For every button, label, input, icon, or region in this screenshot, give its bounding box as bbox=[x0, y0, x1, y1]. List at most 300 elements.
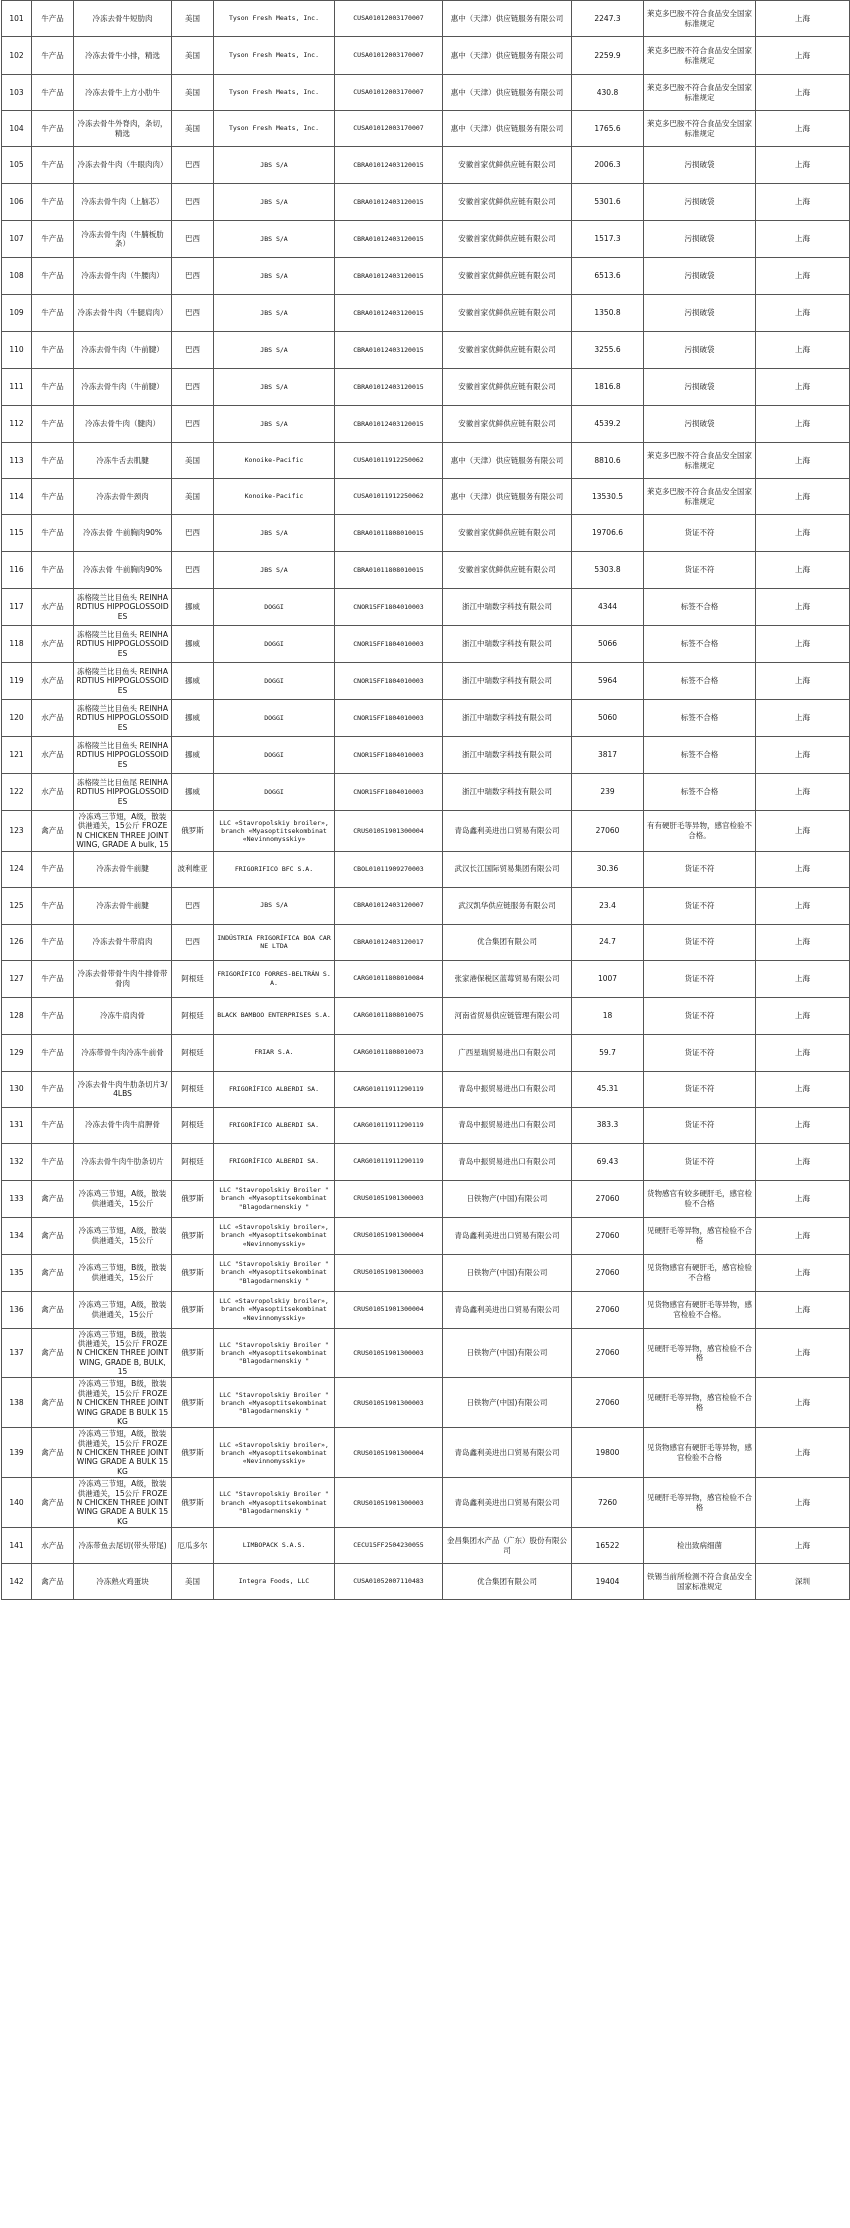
cell-port: 上海 bbox=[756, 37, 850, 75]
cell-row-index: 140 bbox=[2, 1478, 32, 1528]
cell-reason: 见硬肝毛等异物，感官检验不合格 bbox=[644, 1217, 756, 1254]
cell-origin: 美国 bbox=[172, 1, 214, 37]
cell-category: 水产品 bbox=[32, 737, 74, 774]
cell-row-index: 104 bbox=[2, 111, 32, 147]
cell-port: 上海 bbox=[756, 774, 850, 811]
cell-category: 牛产品 bbox=[32, 37, 74, 75]
cell-category: 水产品 bbox=[32, 626, 74, 663]
cell-manufacturer: Tyson Fresh Meats, Inc. bbox=[214, 111, 335, 147]
cell-row-index: 113 bbox=[2, 443, 32, 479]
cell-importer: 安徽首家优鲜供应链有限公司 bbox=[443, 221, 572, 258]
table-row bbox=[2, 37, 850, 75]
cell-manufacturer: FRIAR S.A. bbox=[214, 1034, 335, 1071]
cell-reason: 货证不符 bbox=[644, 851, 756, 887]
cell-manufacturer: JBS S/A bbox=[214, 258, 335, 295]
cell-row-index: 138 bbox=[2, 1378, 32, 1428]
cell-weight: 27060 bbox=[572, 811, 644, 852]
cell-origin: 巴西 bbox=[172, 221, 214, 258]
cell-row-index: 103 bbox=[2, 75, 32, 111]
cell-origin: 厄瓜多尔 bbox=[172, 1528, 214, 1564]
cell-product-name: 冷冻去骨牛肉（牛腩板肋条） bbox=[74, 221, 172, 258]
cell-registration-number: CRUS01051901300004 bbox=[335, 1291, 443, 1328]
cell-weight: 27060 bbox=[572, 1328, 644, 1378]
cell-manufacturer: JBS S/A bbox=[214, 184, 335, 221]
cell-importer: 日铁物产(中国)有限公司 bbox=[443, 1378, 572, 1428]
cell-reason: 莱克多巴胺不符合食品安全国家标准规定 bbox=[644, 479, 756, 515]
cell-weight: 5964 bbox=[572, 663, 644, 700]
cell-reason: 铁锡当前所检测不符合食品安全国家标准规定 bbox=[644, 1564, 756, 1600]
cell-weight: 19404 bbox=[572, 1564, 644, 1600]
cell-origin: 美国 bbox=[172, 111, 214, 147]
cell-importer: 优合集团有限公司 bbox=[443, 924, 572, 960]
cell-product-name: 冷冻去骨牛肉（牛前腱） bbox=[74, 369, 172, 406]
cell-weight: 27060 bbox=[572, 1378, 644, 1428]
table-row bbox=[2, 589, 850, 626]
cell-manufacturer: FRIGORIFICO BFC S.A. bbox=[214, 851, 335, 887]
cell-port: 上海 bbox=[756, 626, 850, 663]
cell-row-index: 126 bbox=[2, 924, 32, 960]
cell-port: 上海 bbox=[756, 589, 850, 626]
cell-row-index: 122 bbox=[2, 774, 32, 811]
table-row bbox=[2, 1254, 850, 1291]
cell-row-index: 118 bbox=[2, 626, 32, 663]
cell-importer: 青岛中振贸易进出口有限公司 bbox=[443, 1071, 572, 1107]
cell-reason: 污损破袋 bbox=[644, 295, 756, 332]
cell-row-index: 135 bbox=[2, 1254, 32, 1291]
table-row bbox=[2, 1034, 850, 1071]
cell-registration-number: CRUS01051901300004 bbox=[335, 1217, 443, 1254]
cell-importer: 安徽首家优鲜供应链有限公司 bbox=[443, 369, 572, 406]
cell-port: 上海 bbox=[756, 997, 850, 1034]
cell-weight: 5303.8 bbox=[572, 552, 644, 589]
cell-port: 上海 bbox=[756, 406, 850, 443]
cell-manufacturer: FRIGORÍFICO FORRES-BELTRÁN S.A. bbox=[214, 960, 335, 997]
cell-port: 上海 bbox=[756, 515, 850, 552]
cell-product-name: 冷冻鸡三节翅，A级，散装供港通关，15公斤 FROZEN CHICKEN THREE JOINT WING GRADE A BULK 15KG bbox=[74, 1428, 172, 1478]
cell-reason: 有有硬肝毛等异物，感官检验不合格。 bbox=[644, 811, 756, 852]
cell-origin: 俄罗斯 bbox=[172, 1217, 214, 1254]
cell-category: 禽产品 bbox=[32, 1291, 74, 1328]
cell-weight: 430.8 bbox=[572, 75, 644, 111]
cell-manufacturer: Tyson Fresh Meats, Inc. bbox=[214, 37, 335, 75]
cell-product-name: 冷冻鸡三节翅，B级，散装供港通关，15公斤 bbox=[74, 1254, 172, 1291]
cell-origin: 阿根廷 bbox=[172, 1034, 214, 1071]
cell-origin: 巴西 bbox=[172, 147, 214, 184]
cell-manufacturer: LLC «Stavropolskiy broiler», branch «Myasoptitsekombinat «Nevinnomysskiy» bbox=[214, 811, 335, 852]
cell-row-index: 101 bbox=[2, 1, 32, 37]
cell-registration-number: CBRA01012403120015 bbox=[335, 406, 443, 443]
cell-category: 牛产品 bbox=[32, 960, 74, 997]
table-row bbox=[2, 111, 850, 147]
cell-weight: 18 bbox=[572, 997, 644, 1034]
table-row bbox=[2, 851, 850, 887]
table-row bbox=[2, 1378, 850, 1428]
cell-origin: 阿根廷 bbox=[172, 1071, 214, 1107]
cell-weight: 45.31 bbox=[572, 1071, 644, 1107]
cell-weight: 69.43 bbox=[572, 1143, 644, 1180]
table-row bbox=[2, 75, 850, 111]
cell-manufacturer: LIMBOPACK S.A.S. bbox=[214, 1528, 335, 1564]
cell-registration-number: CUSA01011912250062 bbox=[335, 443, 443, 479]
cell-reason: 见硬肝毛等异物，感官检验不合格 bbox=[644, 1478, 756, 1528]
cell-category: 牛产品 bbox=[32, 332, 74, 369]
cell-registration-number: CBRA01012403120015 bbox=[335, 369, 443, 406]
cell-manufacturer: DOGGI bbox=[214, 589, 335, 626]
cell-importer: 安徽首家优鲜供应链有限公司 bbox=[443, 295, 572, 332]
cell-registration-number: CRUS01051901300003 bbox=[335, 1180, 443, 1217]
cell-port: 上海 bbox=[756, 479, 850, 515]
cell-registration-number: CECU15FF2504230055 bbox=[335, 1528, 443, 1564]
cell-category: 牛产品 bbox=[32, 147, 74, 184]
cell-registration-number: CBRA01011808010015 bbox=[335, 552, 443, 589]
cell-origin: 巴西 bbox=[172, 406, 214, 443]
cell-registration-number: CUSA01012003170007 bbox=[335, 111, 443, 147]
cell-row-index: 120 bbox=[2, 700, 32, 737]
cell-port: 上海 bbox=[756, 295, 850, 332]
cell-manufacturer: JBS S/A bbox=[214, 406, 335, 443]
cell-manufacturer: LLC "Stavropolskiy Broiler " branch «Myasoptitsekombinat "Blagodarnenskiy " bbox=[214, 1328, 335, 1378]
cell-origin: 俄罗斯 bbox=[172, 1478, 214, 1528]
cell-weight: 2006.3 bbox=[572, 147, 644, 184]
cell-importer: 浙江中瑞数字科技有限公司 bbox=[443, 737, 572, 774]
cell-port: 上海 bbox=[756, 737, 850, 774]
cell-weight: 7260 bbox=[572, 1478, 644, 1528]
cell-category: 牛产品 bbox=[32, 515, 74, 552]
cell-reason: 污损破袋 bbox=[644, 184, 756, 221]
cell-importer: 惠中（天津）供应链服务有限公司 bbox=[443, 37, 572, 75]
cell-port: 上海 bbox=[756, 1217, 850, 1254]
cell-weight: 4539.2 bbox=[572, 406, 644, 443]
cell-category: 禽产品 bbox=[32, 1328, 74, 1378]
cell-registration-number: CNOR15FF1804010003 bbox=[335, 700, 443, 737]
cell-product-name: 冷冻去骨 牛前胸肉90% bbox=[74, 552, 172, 589]
cell-product-name: 冷冻去骨牛肉（牛前腱） bbox=[74, 332, 172, 369]
cell-registration-number: CRUS01051901300003 bbox=[335, 1254, 443, 1291]
cell-reason: 货证不符 bbox=[644, 1071, 756, 1107]
table-row bbox=[2, 258, 850, 295]
cell-product-name: 冻格陵兰比目鱼头 REINHARDTIUS HIPPOGLOSSOIDES bbox=[74, 737, 172, 774]
cell-category: 禽产品 bbox=[32, 811, 74, 852]
cell-row-index: 137 bbox=[2, 1328, 32, 1378]
cell-port: 上海 bbox=[756, 1254, 850, 1291]
cell-product-name: 冻格陵兰比目鱼尾 REINHARDTIUS HIPPOGLOSSOIDES bbox=[74, 774, 172, 811]
table-row bbox=[2, 737, 850, 774]
table-row bbox=[2, 221, 850, 258]
cell-origin: 美国 bbox=[172, 479, 214, 515]
cell-manufacturer: JBS S/A bbox=[214, 515, 335, 552]
cell-weight: 16522 bbox=[572, 1528, 644, 1564]
cell-manufacturer: LLC «Stavropolskiy broiler», branch «Myasoptitsekombinat «Nevinnomysskiy» bbox=[214, 1428, 335, 1478]
cell-port: 上海 bbox=[756, 443, 850, 479]
cell-port: 上海 bbox=[756, 111, 850, 147]
cell-category: 牛产品 bbox=[32, 258, 74, 295]
cell-registration-number: CRUS01051901300003 bbox=[335, 1328, 443, 1378]
cell-manufacturer: DOGGI bbox=[214, 663, 335, 700]
cell-category: 牛产品 bbox=[32, 1107, 74, 1143]
cell-row-index: 121 bbox=[2, 737, 32, 774]
cell-category: 禽产品 bbox=[32, 1378, 74, 1428]
cell-importer: 武汉长江国际贸易集团有限公司 bbox=[443, 851, 572, 887]
cell-product-name: 冷冻去骨带骨牛肉牛排骨带骨肉 bbox=[74, 960, 172, 997]
cell-row-index: 127 bbox=[2, 960, 32, 997]
cell-origin: 美国 bbox=[172, 75, 214, 111]
cell-category: 水产品 bbox=[32, 700, 74, 737]
table-row bbox=[2, 1328, 850, 1378]
cell-manufacturer: FRIGORÍFICO ALBERDI SA. bbox=[214, 1107, 335, 1143]
cell-category: 牛产品 bbox=[32, 1143, 74, 1180]
table-row bbox=[2, 626, 850, 663]
cell-reason: 见货物感官有硬肝毛等异物，感官检验不合格。 bbox=[644, 1291, 756, 1328]
cell-importer: 优合集团有限公司 bbox=[443, 1564, 572, 1600]
cell-category: 禽产品 bbox=[32, 1564, 74, 1600]
cell-importer: 惠中（天津）供应链服务有限公司 bbox=[443, 1, 572, 37]
cell-row-index: 111 bbox=[2, 369, 32, 406]
cell-row-index: 105 bbox=[2, 147, 32, 184]
cell-row-index: 128 bbox=[2, 997, 32, 1034]
cell-origin: 俄罗斯 bbox=[172, 1291, 214, 1328]
cell-origin: 俄罗斯 bbox=[172, 1180, 214, 1217]
cell-category: 牛产品 bbox=[32, 997, 74, 1034]
table-row bbox=[2, 1180, 850, 1217]
cell-manufacturer: LLC "Stavropolskiy Broiler " branch «Myasoptitsekombinat "Blagodarnenskiy " bbox=[214, 1254, 335, 1291]
cell-importer: 广西星瑞贸易进出口有限公司 bbox=[443, 1034, 572, 1071]
table-row bbox=[2, 184, 850, 221]
cell-importer: 日铁物产(中国)有限公司 bbox=[443, 1180, 572, 1217]
cell-port: 深圳 bbox=[756, 1564, 850, 1600]
cell-row-index: 119 bbox=[2, 663, 32, 700]
table-row bbox=[2, 1291, 850, 1328]
cell-manufacturer: JBS S/A bbox=[214, 332, 335, 369]
cell-row-index: 132 bbox=[2, 1143, 32, 1180]
cell-importer: 青岛鑫利美进出口贸易有限公司 bbox=[443, 1291, 572, 1328]
cell-port: 上海 bbox=[756, 1143, 850, 1180]
cell-category: 牛产品 bbox=[32, 369, 74, 406]
cell-manufacturer: FRIGORÍFICO ALBERDI SA. bbox=[214, 1143, 335, 1180]
cell-manufacturer: Tyson Fresh Meats, Inc. bbox=[214, 75, 335, 111]
cell-origin: 挪威 bbox=[172, 774, 214, 811]
cell-registration-number: CBRA01011808010015 bbox=[335, 515, 443, 552]
cell-manufacturer: Tyson Fresh Meats, Inc. bbox=[214, 1, 335, 37]
cell-origin: 阿根廷 bbox=[172, 960, 214, 997]
cell-row-index: 136 bbox=[2, 1291, 32, 1328]
cell-registration-number: CRUS01051901300003 bbox=[335, 1378, 443, 1428]
cell-product-name: 冷冻鸡三节翅，A级，散装供港通关，15公斤 bbox=[74, 1291, 172, 1328]
cell-registration-number: CRUS01051901300004 bbox=[335, 811, 443, 852]
cell-port: 上海 bbox=[756, 221, 850, 258]
cell-importer: 河南省贸易供应链管理有限公司 bbox=[443, 997, 572, 1034]
cell-weight: 27060 bbox=[572, 1217, 644, 1254]
table-row bbox=[2, 811, 850, 852]
cell-registration-number: CBRA01012403120017 bbox=[335, 924, 443, 960]
cell-weight: 4344 bbox=[572, 589, 644, 626]
cell-registration-number: CARG01011911290119 bbox=[335, 1071, 443, 1107]
cell-weight: 23.4 bbox=[572, 887, 644, 924]
cell-registration-number: CUSA01012003170007 bbox=[335, 1, 443, 37]
cell-manufacturer: JBS S/A bbox=[214, 887, 335, 924]
cell-row-index: 102 bbox=[2, 37, 32, 75]
cell-port: 上海 bbox=[756, 1034, 850, 1071]
cell-importer: 安徽首家优鲜供应链有限公司 bbox=[443, 552, 572, 589]
cell-importer: 浙江中瑞数字科技有限公司 bbox=[443, 663, 572, 700]
cell-registration-number: CBRA01012403120015 bbox=[335, 258, 443, 295]
cell-category: 水产品 bbox=[32, 589, 74, 626]
cell-row-index: 131 bbox=[2, 1107, 32, 1143]
table-row bbox=[2, 1478, 850, 1528]
cell-port: 上海 bbox=[756, 1071, 850, 1107]
cell-origin: 巴西 bbox=[172, 924, 214, 960]
cell-weight: 3817 bbox=[572, 737, 644, 774]
cell-row-index: 124 bbox=[2, 851, 32, 887]
cell-importer: 日铁物产(中国)有限公司 bbox=[443, 1328, 572, 1378]
cell-importer: 安徽首家优鲜供应链有限公司 bbox=[443, 147, 572, 184]
cell-port: 上海 bbox=[756, 1328, 850, 1378]
cell-origin: 巴西 bbox=[172, 295, 214, 332]
cell-category: 牛产品 bbox=[32, 295, 74, 332]
cell-manufacturer: INDÚSTRIA FRIGORÍFICA BOA CARNE LTDA bbox=[214, 924, 335, 960]
table-row bbox=[2, 960, 850, 997]
cell-manufacturer: LLC «Stavropolskiy broiler», branch «Myasoptitsekombinat «Nevinnomysskiy» bbox=[214, 1217, 335, 1254]
cell-registration-number: CUSA01011912250062 bbox=[335, 479, 443, 515]
cell-origin: 巴西 bbox=[172, 887, 214, 924]
rejection-table bbox=[1, 0, 850, 1600]
cell-port: 上海 bbox=[756, 887, 850, 924]
cell-manufacturer: JBS S/A bbox=[214, 369, 335, 406]
cell-port: 上海 bbox=[756, 1428, 850, 1478]
cell-reason: 货证不符 bbox=[644, 960, 756, 997]
cell-row-index: 142 bbox=[2, 1564, 32, 1600]
cell-product-name: 冷冻去骨牛肉牛肩胛骨 bbox=[74, 1107, 172, 1143]
cell-row-index: 133 bbox=[2, 1180, 32, 1217]
cell-product-name: 冷冻去骨牛肉（牛眼肉肉） bbox=[74, 147, 172, 184]
cell-manufacturer: LLC "Stavropolskiy Broiler " branch «Myasoptitsekombinat "Blagodarnenskiy " bbox=[214, 1378, 335, 1428]
cell-weight: 6513.6 bbox=[572, 258, 644, 295]
cell-importer: 安徽首家优鲜供应链有限公司 bbox=[443, 515, 572, 552]
cell-reason: 污损破袋 bbox=[644, 369, 756, 406]
cell-category: 牛产品 bbox=[32, 479, 74, 515]
cell-registration-number: CBRA01012403120007 bbox=[335, 887, 443, 924]
cell-category: 禽产品 bbox=[32, 1428, 74, 1478]
cell-product-name: 冷冻去骨牛带肩肉 bbox=[74, 924, 172, 960]
cell-product-name: 冻格陵兰比目鱼头 REINHARDTIUS HIPPOGLOSSOIDES bbox=[74, 589, 172, 626]
cell-origin: 波利维亚 bbox=[172, 851, 214, 887]
cell-weight: 19800 bbox=[572, 1428, 644, 1478]
cell-product-name: 冷冻去骨牛小排，精选 bbox=[74, 37, 172, 75]
cell-row-index: 134 bbox=[2, 1217, 32, 1254]
cell-reason: 货物感官有较多硬肝毛，感官检验不合格 bbox=[644, 1180, 756, 1217]
cell-category: 牛产品 bbox=[32, 221, 74, 258]
cell-importer: 安徽首家优鲜供应链有限公司 bbox=[443, 184, 572, 221]
cell-weight: 19706.6 bbox=[572, 515, 644, 552]
cell-row-index: 108 bbox=[2, 258, 32, 295]
cell-manufacturer: LLC "Stavropolskiy Broiler " branch «Myasoptitsekombinat "Blagodarnenskiy " bbox=[214, 1478, 335, 1528]
cell-importer: 武汉凯华供应链服务有限公司 bbox=[443, 887, 572, 924]
cell-product-name: 冷冻鸡三节翅，A级，散装供港通关，15公斤 bbox=[74, 1180, 172, 1217]
cell-reason: 标签不合格 bbox=[644, 663, 756, 700]
cell-port: 上海 bbox=[756, 851, 850, 887]
cell-product-name: 冷冻鸡三节翅，B级，散装供港通关，15公斤 FROZEN CHICKEN THREE JOINT WING, GRADE B, BULK, 15 bbox=[74, 1328, 172, 1378]
cell-origin: 挪威 bbox=[172, 626, 214, 663]
cell-weight: 1350.8 bbox=[572, 295, 644, 332]
cell-registration-number: CBRA01012403120015 bbox=[335, 295, 443, 332]
cell-category: 牛产品 bbox=[32, 552, 74, 589]
cell-reason: 货证不符 bbox=[644, 1034, 756, 1071]
cell-weight: 5060 bbox=[572, 700, 644, 737]
cell-product-name: 冷冻鸡三节翅，A级，散装供港通关，15公斤 FROZEN CHICKEN THREE JOINT WING GRADE A BULK 15KG bbox=[74, 1478, 172, 1528]
cell-reason: 见硬肝毛等异物，感官检验不合格 bbox=[644, 1328, 756, 1378]
cell-origin: 挪威 bbox=[172, 663, 214, 700]
cell-product-name: 冻格陵兰比目鱼头 REINHARDTIUS HIPPOGLOSSOIDES bbox=[74, 663, 172, 700]
cell-category: 水产品 bbox=[32, 663, 74, 700]
cell-registration-number: CBOL01011909270003 bbox=[335, 851, 443, 887]
cell-origin: 巴西 bbox=[172, 515, 214, 552]
cell-origin: 美国 bbox=[172, 1564, 214, 1600]
cell-port: 上海 bbox=[756, 1107, 850, 1143]
cell-importer: 安徽首家优鲜供应链有限公司 bbox=[443, 332, 572, 369]
cell-product-name: 冻格陵兰比目鱼头 REINHARDTIUS HIPPOGLOSSOIDES bbox=[74, 700, 172, 737]
cell-importer: 张家港保税区蓝莓贸易有限公司 bbox=[443, 960, 572, 997]
cell-importer: 安徽首家优鲜供应链有限公司 bbox=[443, 406, 572, 443]
cell-category: 牛产品 bbox=[32, 184, 74, 221]
cell-origin: 俄罗斯 bbox=[172, 1378, 214, 1428]
cell-port: 上海 bbox=[756, 369, 850, 406]
cell-manufacturer: JBS S/A bbox=[214, 221, 335, 258]
cell-manufacturer: JBS S/A bbox=[214, 295, 335, 332]
cell-category: 牛产品 bbox=[32, 443, 74, 479]
cell-reason: 莱克多巴胺不符合食品安全国家标准规定 bbox=[644, 37, 756, 75]
cell-product-name: 冷冻去骨牛肉（上脑芯） bbox=[74, 184, 172, 221]
cell-registration-number: CARG01011911290119 bbox=[335, 1143, 443, 1180]
cell-origin: 俄罗斯 bbox=[172, 811, 214, 852]
cell-category: 牛产品 bbox=[32, 924, 74, 960]
cell-row-index: 130 bbox=[2, 1071, 32, 1107]
cell-row-index: 115 bbox=[2, 515, 32, 552]
table-row bbox=[2, 1071, 850, 1107]
cell-importer: 浙江中瑞数字科技有限公司 bbox=[443, 774, 572, 811]
cell-row-index: 109 bbox=[2, 295, 32, 332]
cell-product-name: 冷冻鸡三节翅，A级，散装供港通关，15公斤 FROZEN CHICKEN THREE JOINT WING, GRADE A bulk, 15 bbox=[74, 811, 172, 852]
cell-product-name: 冷冻去骨牛前腱 bbox=[74, 851, 172, 887]
cell-reason: 莱克多巴胺不符合食品安全国家标准规定 bbox=[644, 111, 756, 147]
cell-manufacturer: DOGGI bbox=[214, 700, 335, 737]
cell-manufacturer: Integra Foods, LLC bbox=[214, 1564, 335, 1600]
cell-product-name: 冷冻去骨牛肉牛肋条切片3/4LBS bbox=[74, 1071, 172, 1107]
cell-registration-number: CUSA01052007110483 bbox=[335, 1564, 443, 1600]
cell-product-name: 冷冻牛舌去肌腱 bbox=[74, 443, 172, 479]
cell-registration-number: CUSA01012003170007 bbox=[335, 75, 443, 111]
cell-weight: 383.3 bbox=[572, 1107, 644, 1143]
cell-port: 上海 bbox=[756, 1180, 850, 1217]
cell-weight: 5066 bbox=[572, 626, 644, 663]
cell-origin: 巴西 bbox=[172, 552, 214, 589]
table-row bbox=[2, 552, 850, 589]
cell-origin: 巴西 bbox=[172, 258, 214, 295]
cell-weight: 5301.6 bbox=[572, 184, 644, 221]
cell-row-index: 129 bbox=[2, 1034, 32, 1071]
cell-registration-number: CBRA01012403120015 bbox=[335, 184, 443, 221]
cell-product-name: 冷冻去骨牛前腱 bbox=[74, 887, 172, 924]
cell-weight: 239 bbox=[572, 774, 644, 811]
cell-registration-number: CNOR15FF1804010003 bbox=[335, 589, 443, 626]
cell-registration-number: CNOR15FF1804010003 bbox=[335, 663, 443, 700]
cell-reason: 莱克多巴胺不符合食品安全国家标准规定 bbox=[644, 1, 756, 37]
cell-product-name: 冷冻去骨 牛前胸肉90% bbox=[74, 515, 172, 552]
cell-row-index: 125 bbox=[2, 887, 32, 924]
cell-registration-number: CBRA01012403120015 bbox=[335, 221, 443, 258]
table-row bbox=[2, 1428, 850, 1478]
cell-origin: 挪威 bbox=[172, 737, 214, 774]
cell-product-name: 冷冻去骨牛颈肉 bbox=[74, 479, 172, 515]
cell-registration-number: CARG01011808010084 bbox=[335, 960, 443, 997]
